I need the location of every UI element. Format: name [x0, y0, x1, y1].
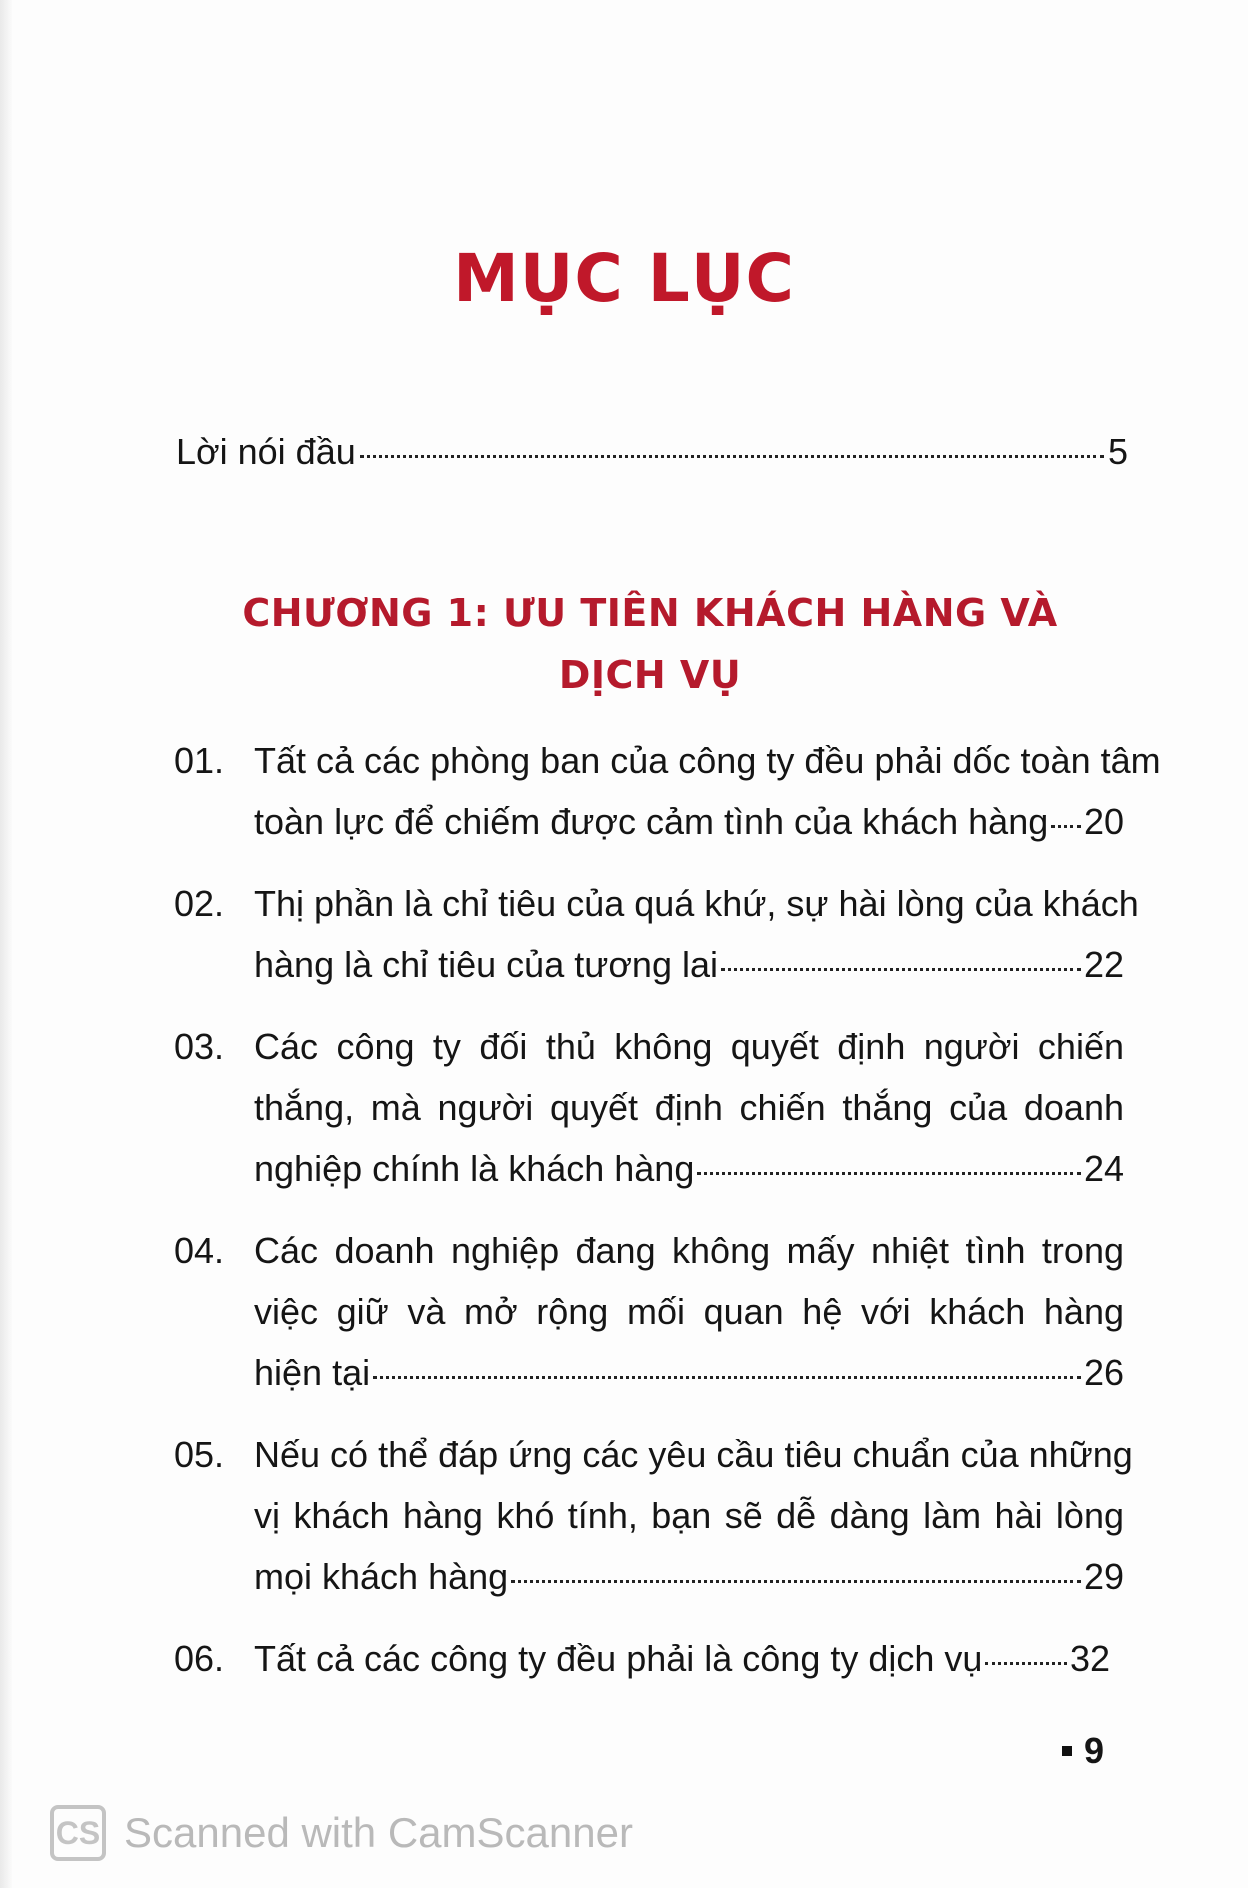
toc-entry — [174, 1424, 1133, 1607]
entry-page: 26 — [1083, 1352, 1124, 1393]
entry-number: 02. — [174, 883, 225, 924]
dot-leader — [373, 1376, 1081, 1379]
entry-last-line — [174, 1138, 1124, 1199]
entry-title-end: hàng là chỉ tiêu của tương lai — [254, 944, 718, 985]
dot-leader — [697, 1172, 1081, 1175]
square-bullet-icon — [1062, 1746, 1072, 1756]
dot-leader — [1051, 825, 1081, 828]
entry-line: Nếu có thể đáp ứng các yêu cầu tiêu chuẩn của những — [254, 1434, 1133, 1475]
entry-title-end: Tất cả các công ty đều phải là công ty dịch vụ — [254, 1638, 983, 1679]
preface-label: Lời nói đầu — [176, 431, 356, 472]
camscanner-logo-icon: CS — [50, 1805, 106, 1861]
entry-line: Các công ty đối thủ không quyết định người chiến — [254, 1026, 1124, 1067]
entry-page: 29 — [1083, 1556, 1124, 1597]
entry-number: 03. — [174, 1026, 225, 1067]
entry-title-end: nghiệp chính là khách hàng — [254, 1148, 695, 1189]
entry-page: 32 — [1069, 1638, 1110, 1679]
page-title: MỤC LỤC — [453, 240, 795, 317]
chapter-heading-line-1: CHƯƠNG 1: ƯU TIÊN KHÁCH HÀNG VÀ — [242, 591, 1058, 635]
entry-page: 24 — [1083, 1148, 1124, 1189]
entry-line: Thị phần là chỉ tiêu của quá khứ, sự hài lòng của khách — [254, 883, 1139, 924]
dot-leader — [721, 968, 1081, 971]
entry-last-line — [174, 791, 1124, 852]
entry-last-line — [174, 1546, 1124, 1607]
dot-leader — [985, 1662, 1067, 1665]
toc-entry — [174, 730, 1161, 852]
entry-title-end: mọi khách hàng — [254, 1556, 509, 1597]
entry-last-line — [174, 1628, 1110, 1689]
entry-page: 20 — [1083, 801, 1124, 842]
toc-entry — [174, 873, 1139, 995]
preface-page: 5 — [1107, 431, 1128, 472]
entry-title-end: toàn lực để chiếm được cảm tình của khách hàng — [254, 801, 1049, 842]
dot-leader — [360, 455, 1104, 458]
page-number-text: 9 — [1084, 1730, 1105, 1771]
camscanner-watermark — [50, 1805, 633, 1861]
entry-line: Tất cả các phòng ban của công ty đều phải dốc toàn tâm — [254, 740, 1161, 781]
toc-entry — [174, 1628, 1110, 1689]
entry-last-line — [174, 934, 1124, 995]
dot-leader — [511, 1580, 1081, 1583]
entry-number: 01. — [174, 740, 225, 781]
page-number — [1062, 1730, 1104, 1772]
entry-number: 05. — [174, 1434, 225, 1475]
entry-line: việc giữ và mở rộng mối quan hệ với khách hàng — [254, 1291, 1124, 1332]
entry-number: 06. — [174, 1638, 225, 1679]
toc-entry — [174, 1016, 1124, 1199]
toc-preface-row — [176, 431, 1128, 473]
watermark-text: Scanned with CamScanner — [124, 1809, 633, 1856]
chapter-heading — [200, 582, 1100, 706]
entry-last-line — [174, 1342, 1124, 1403]
entry-number: 04. — [174, 1230, 225, 1271]
entry-page: 22 — [1083, 944, 1124, 985]
entry-line: vị khách hàng khó tính, bạn sẽ dễ dàng làm hài lòng — [254, 1495, 1124, 1536]
toc-entry — [174, 1220, 1124, 1403]
chapter-heading-line-2: DỊCH VỤ — [558, 653, 742, 697]
entry-title-end: hiện tại — [254, 1352, 371, 1393]
entry-line: thắng, mà người quyết định chiến thắng của doanh — [254, 1087, 1124, 1128]
entry-line: Các doanh nghiệp đang không mấy nhiệt tình trong — [254, 1230, 1124, 1271]
